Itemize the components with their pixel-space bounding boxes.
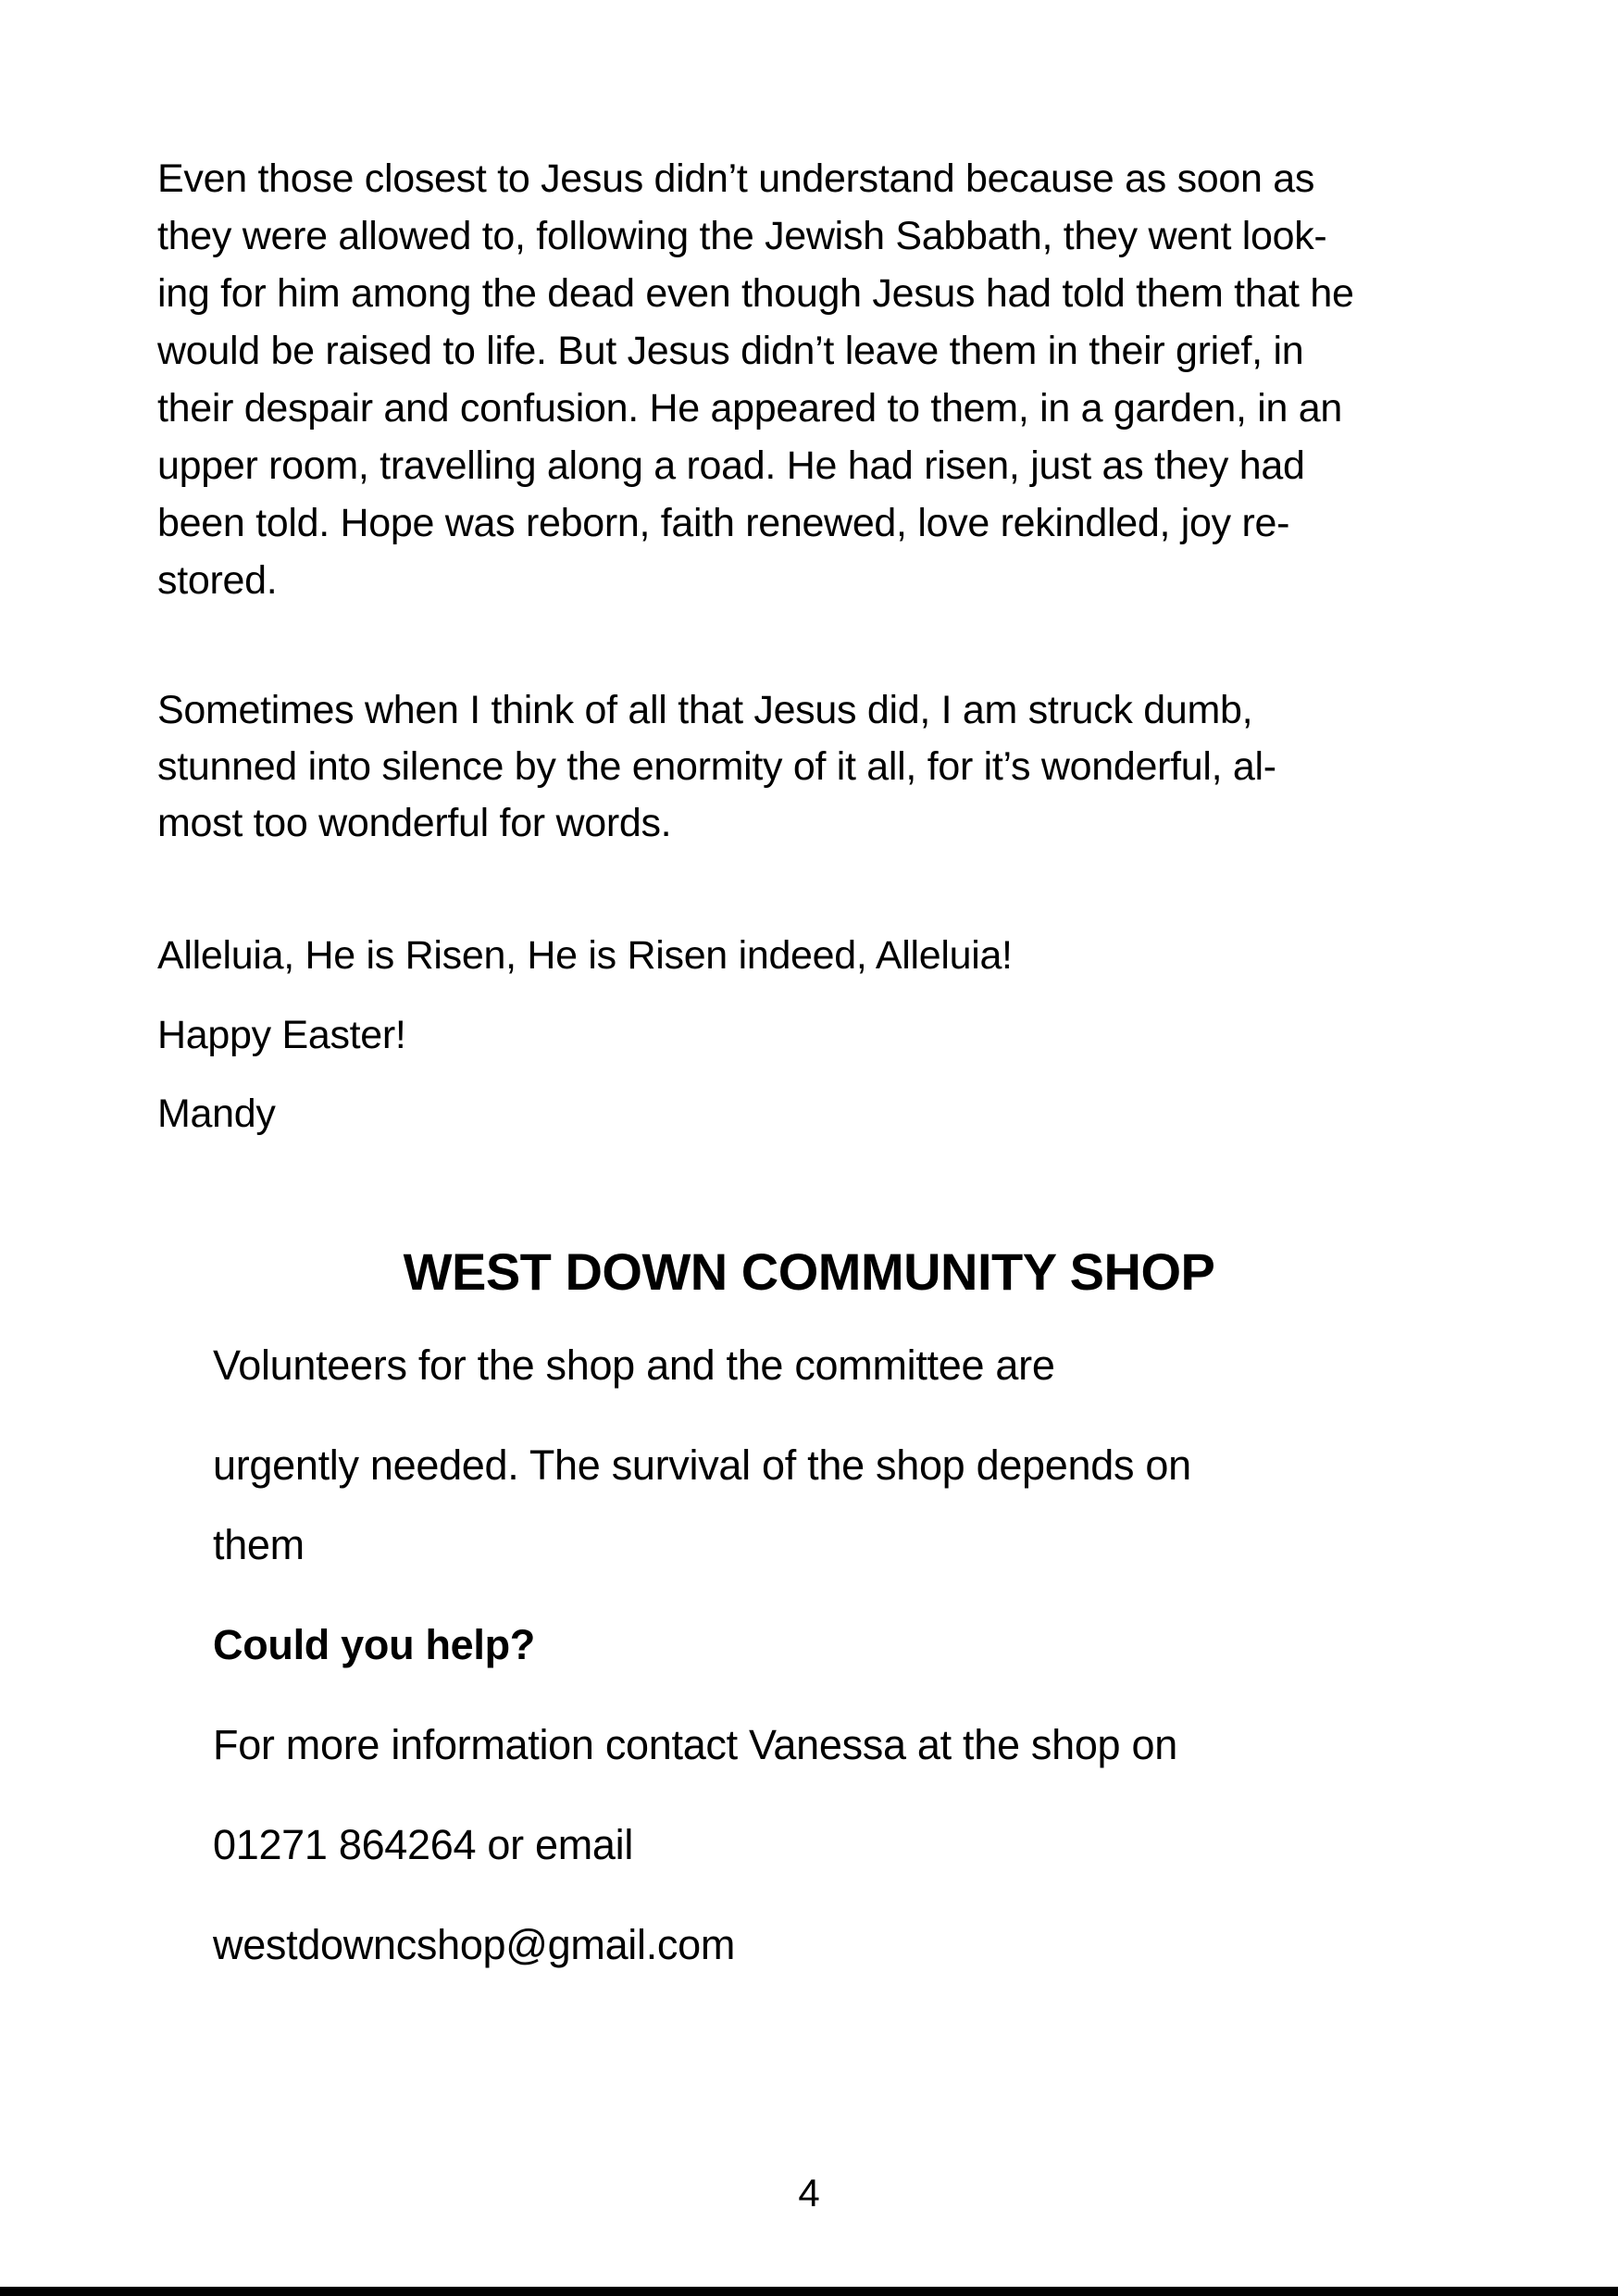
- intro-paragraph1-line: stored.: [157, 558, 278, 603]
- page-number: 4: [798, 2171, 820, 2215]
- intro-paragraph1-line: been told. Hope was reborn, faith renewed, love rekindled, joy re-: [157, 501, 1290, 545]
- shop-title: WEST DOWN COMMUNITY SHOP: [403, 1242, 1215, 1301]
- intro-paragraph1-line: they were allowed to, following the Jewish Sabbath, they went look-: [157, 214, 1327, 258]
- shop-body-line: them: [213, 1521, 305, 1568]
- intro-paragraph1-line: upper room, travelling along a road. He had risen, just as they had: [157, 443, 1305, 488]
- intro-paragraph1-line: ing for him among the dead even though Jesus had told them that he: [157, 271, 1354, 316]
- shop-body-line: urgently needed. The survival of the shop depends on: [213, 1441, 1191, 1489]
- intro-paragraph2-line: stunned into silence by the enormity of it all, for it’s wonderful, al-: [157, 744, 1276, 789]
- signature-line: Mandy: [157, 1092, 276, 1136]
- intro-paragraph1-line: would be raised to life. But Jesus didn’t leave them in their grief, in: [157, 329, 1304, 373]
- intro-paragraph2-line: most too wonderful for words.: [157, 801, 672, 845]
- intro-paragraph2-line: Sometimes when I think of all that Jesus did, I am struck dumb,: [157, 688, 1253, 732]
- shop-body-line: Volunteers for the shop and the committee are: [213, 1341, 1055, 1389]
- footer-divider-bar: [0, 2287, 1618, 2296]
- alleluia-line: Alleluia, He is Risen, He is Risen indeed, Alleluia!: [157, 933, 1013, 978]
- shop-question: Could you help?: [213, 1621, 535, 1668]
- shop-contact-line: For more information contact Vanessa at the shop on: [213, 1721, 1177, 1768]
- shop-phone-line: 01271 864264 or email: [213, 1821, 634, 1868]
- shop-email-line: westdowncshop@gmail.com: [213, 1921, 736, 1968]
- intro-paragraph1-line: their despair and confusion. He appeared to them, in a garden, in an: [157, 386, 1343, 430]
- happy-easter-line: Happy Easter!: [157, 1013, 406, 1057]
- intro-paragraph1-line: Even those closest to Jesus didn’t understand because as soon as: [157, 156, 1315, 201]
